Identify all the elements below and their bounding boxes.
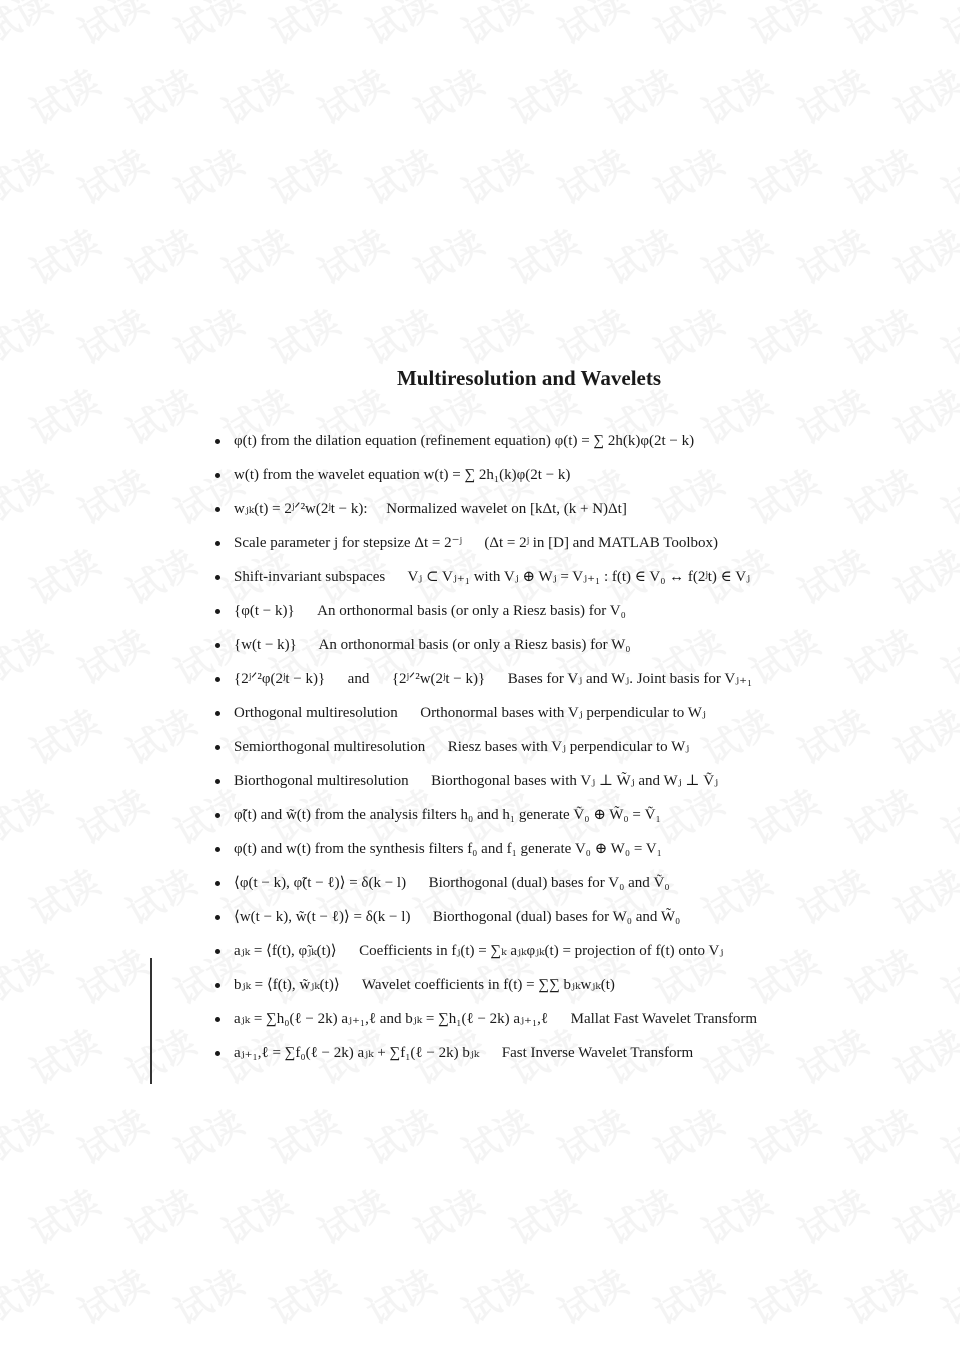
watermark-text xyxy=(116,215,204,295)
bullet-text: {2ʲᐟ²φ(2ʲt − k)} and {2ʲᐟ²w(2ʲt − k)} Bases for Vⱼ and Wⱼ. Joint basis for Vⱼ₊₁ xyxy=(234,671,753,687)
watermark-text xyxy=(740,615,828,695)
watermark-text xyxy=(20,1175,108,1255)
watermark-text xyxy=(788,695,876,775)
watermark-text xyxy=(404,55,492,135)
watermark-text xyxy=(548,135,636,215)
watermark-text xyxy=(116,1015,204,1095)
watermark-text xyxy=(740,935,828,1015)
bullet-dot-icon xyxy=(215,813,220,818)
bullet-dot-icon xyxy=(215,881,220,886)
watermark-text xyxy=(932,775,960,855)
watermark-text xyxy=(116,55,204,135)
watermark-text xyxy=(836,1095,924,1175)
watermark-text xyxy=(644,1255,732,1335)
watermark-text xyxy=(20,215,108,295)
watermark-text xyxy=(836,0,924,56)
watermark-text xyxy=(164,295,252,375)
watermark-text xyxy=(932,1255,960,1335)
watermark-text xyxy=(308,215,396,295)
watermark-text xyxy=(932,935,960,1015)
watermark-text xyxy=(356,1255,444,1335)
watermark-text xyxy=(260,295,348,375)
bullet-dot-icon xyxy=(215,439,220,444)
watermark-text xyxy=(884,55,960,135)
bullet-text: aⱼₖ = ∑h₀(ℓ − 2k) aⱼ₊₁,ℓ and bⱼₖ = ∑h₁(ℓ − 2k) aⱼ₊₁,ℓ Mallat Fast Wavelet Transform xyxy=(234,1011,758,1027)
watermark-text xyxy=(212,1175,300,1255)
watermark-text xyxy=(644,295,732,375)
watermark-text xyxy=(260,135,348,215)
bullet-dot-icon xyxy=(215,915,220,920)
watermark-text xyxy=(0,935,60,1015)
watermark-text xyxy=(68,1255,156,1335)
watermark-text xyxy=(836,135,924,215)
watermark-text xyxy=(68,295,156,375)
watermark-text xyxy=(212,55,300,135)
page-title: Multiresolution and Wavelets xyxy=(396,366,662,390)
watermark-text xyxy=(788,55,876,135)
watermark-text xyxy=(68,775,156,855)
watermark-text xyxy=(740,455,828,535)
watermark-text xyxy=(356,0,444,56)
watermark-text xyxy=(788,1175,876,1255)
bullet-dot-icon xyxy=(215,507,220,512)
watermark-text xyxy=(20,855,108,935)
watermark-text xyxy=(548,295,636,375)
watermark-text xyxy=(116,535,204,615)
bullet-text: φ̃(t) and w̃(t) from the analysis filters h₀ and h₁ generate Ṽ₀ ⊕ W̃₀ = Ṽ₁ xyxy=(234,807,661,823)
watermark-text xyxy=(548,1095,636,1175)
bullet-dot-icon xyxy=(215,541,220,546)
watermark-text xyxy=(356,295,444,375)
bullet-text: bⱼₖ = ⟨f(t), w̃ⱼₖ(t)⟩ Wavelet coefficients in f(t) = ∑∑ bⱼₖwⱼₖ(t) xyxy=(234,977,615,993)
bullet-text: φ(t) and w(t) from the synthesis filters f₀ and f₁ generate V₀ ⊕ W₀ = V₁ xyxy=(234,841,662,857)
bullet-dot-icon xyxy=(215,473,220,478)
watermark-text xyxy=(596,215,684,295)
watermark-text xyxy=(932,615,960,695)
watermark-text xyxy=(500,1175,588,1255)
watermark-text xyxy=(116,1175,204,1255)
watermark-text xyxy=(644,135,732,215)
watermark-text xyxy=(740,1255,828,1335)
watermark-text xyxy=(500,215,588,295)
watermark-text xyxy=(260,1095,348,1175)
watermark-text xyxy=(308,55,396,135)
watermark-text xyxy=(932,455,960,535)
bullet-dot-icon xyxy=(215,779,220,784)
watermark-text xyxy=(644,455,732,535)
watermark-text xyxy=(692,215,780,295)
watermark-text xyxy=(548,1255,636,1335)
watermark-text xyxy=(164,0,252,56)
watermark-text xyxy=(788,535,876,615)
bullet-text: Scale parameter j for stepsize Δt = 2⁻ʲ (Δt = 2ʲ in [D] and MATLAB Toolbox) xyxy=(234,535,719,551)
watermark-text xyxy=(0,455,60,535)
watermark-text xyxy=(452,135,540,215)
bullet-dot-icon xyxy=(215,949,220,954)
watermark-text xyxy=(884,1015,960,1095)
bullet-dot-icon xyxy=(215,745,220,750)
watermark-text xyxy=(212,215,300,295)
bullet-text: Shift-invariant subspaces Vⱼ ⊂ Vⱼ₊₁ with Vⱼ ⊕ Wⱼ = Vⱼ₊₁ : f(t) ∈ V₀ ↔ f(2ʲt) ∈ Vⱼ xyxy=(234,569,751,585)
watermark-text xyxy=(0,295,60,375)
watermark-text xyxy=(404,215,492,295)
watermark-text xyxy=(500,55,588,135)
watermark-text xyxy=(356,135,444,215)
watermark-text xyxy=(740,1095,828,1175)
watermark-text xyxy=(836,295,924,375)
watermark-text xyxy=(548,0,636,56)
bullet-text: aⱼₖ = ⟨f(t), φ̃ⱼₖ(t)⟩ Coefficients in fⱼ(t) = ∑ₖ aⱼₖφⱼₖ(t) = projection of f(t) onto Vⱼ xyxy=(234,943,724,959)
bullet-text: Orthogonal multiresolution Orthonormal bases with Vⱼ perpendicular to Wⱼ xyxy=(234,705,706,721)
bullet-text: {w(t − k)} An orthonormal basis (or only a Riesz basis) for W₀ xyxy=(234,637,631,653)
bullet-text: wⱼₖ(t) = 2ʲᐟ²w(2ʲt − k): Normalized wavelet on [kΔt, (k + N)Δt] xyxy=(234,501,627,517)
bullet-text: w(t) from the wavelet equation w(t) = ∑ 2h₁(k)φ(2t − k) xyxy=(234,467,571,483)
watermark-text xyxy=(452,295,540,375)
watermark-text xyxy=(884,535,960,615)
bullet-text: aⱼ₊₁,ℓ = ∑f₀(ℓ − 2k) aⱼₖ + ∑f₁(ℓ − 2k) bⱼₖ Fast Inverse Wavelet Transform xyxy=(234,1045,694,1061)
watermark-text xyxy=(260,0,348,56)
watermark-text xyxy=(68,135,156,215)
watermark-text xyxy=(0,0,60,56)
bullet-dot-icon xyxy=(215,643,220,648)
watermark-text xyxy=(692,855,780,935)
watermark-text xyxy=(68,1095,156,1175)
bullet-dot-icon xyxy=(215,1017,220,1022)
watermark-text xyxy=(452,1255,540,1335)
watermark-text xyxy=(116,695,204,775)
watermark-text xyxy=(20,1015,108,1095)
watermark-text xyxy=(452,0,540,56)
watermark-text xyxy=(164,135,252,215)
watermark-text xyxy=(692,1175,780,1255)
watermark-text xyxy=(788,1015,876,1095)
watermark-text xyxy=(932,1095,960,1175)
bullet-dot-icon xyxy=(215,677,220,682)
watermark-text xyxy=(68,455,156,535)
watermark-text xyxy=(0,135,60,215)
bullet-dot-icon xyxy=(215,609,220,614)
watermark-text xyxy=(932,135,960,215)
bullet-text: Semiorthogonal multiresolution Riesz bases with Vⱼ perpendicular to Wⱼ xyxy=(234,739,690,755)
watermark-text xyxy=(836,775,924,855)
watermark-text xyxy=(0,615,60,695)
bullet-text: ⟨φ(t − k), φ̃(t − ℓ)⟩ = δ(k − l) Biorthogonal (dual) bases for V₀ and Ṽ₀ xyxy=(234,875,670,891)
watermark-text xyxy=(740,135,828,215)
watermark-text xyxy=(20,535,108,615)
watermark-text xyxy=(836,935,924,1015)
margin-rule xyxy=(150,958,152,1084)
watermark-text xyxy=(68,615,156,695)
watermark-text xyxy=(404,1175,492,1255)
bullet-text: φ(t) from the dilation equation (refinement equation) φ(t) = ∑ 2h(k)φ(2t − k) xyxy=(234,433,695,449)
watermark-text xyxy=(884,855,960,935)
watermark-text xyxy=(20,55,108,135)
bullet-text: ⟨w(t − k), w̃(t − ℓ)⟩ = δ(k − l) Biorthogonal (dual) bases for W₀ and W̃₀ xyxy=(234,909,681,925)
bullet-dot-icon xyxy=(215,575,220,580)
watermark-text xyxy=(260,1255,348,1335)
watermark-text xyxy=(740,0,828,56)
watermark-text xyxy=(20,695,108,775)
bullet-dot-icon xyxy=(215,983,220,988)
watermark-text xyxy=(788,855,876,935)
bullet-dot-icon xyxy=(215,847,220,852)
bullet-text: Biorthogonal multiresolution Biorthogonal bases with Vⱼ ⊥ W̃ⱼ and Wⱼ ⊥ Ṽⱼ xyxy=(234,773,719,789)
watermark-text xyxy=(740,295,828,375)
watermark-text xyxy=(0,1255,60,1335)
watermark-text xyxy=(884,1175,960,1255)
watermark-text xyxy=(884,215,960,295)
watermark-text xyxy=(692,55,780,135)
watermark-text xyxy=(836,615,924,695)
watermark-text xyxy=(884,695,960,775)
watermark-text xyxy=(356,1095,444,1175)
watermark-text xyxy=(164,1095,252,1175)
watermark-text xyxy=(116,855,204,935)
watermark-text xyxy=(836,455,924,535)
watermark-text xyxy=(596,55,684,135)
watermark-text xyxy=(308,1175,396,1255)
watermark-text xyxy=(452,1095,540,1175)
watermark-text xyxy=(932,0,960,56)
watermark-text xyxy=(740,775,828,855)
watermark-text xyxy=(164,1255,252,1335)
bullet-dot-icon xyxy=(215,711,220,716)
watermark-text xyxy=(644,0,732,56)
watermark-text xyxy=(0,1095,60,1175)
watermark-text xyxy=(836,1255,924,1335)
watermark-text xyxy=(68,0,156,56)
bullet-dot-icon xyxy=(215,1051,220,1056)
watermark-text xyxy=(788,215,876,295)
watermark-text xyxy=(644,1095,732,1175)
watermark-text xyxy=(68,935,156,1015)
watermark-text xyxy=(932,295,960,375)
watermark-text xyxy=(0,775,60,855)
bullet-text: {φ(t − k)} An orthonormal basis (or only a Riesz basis) for V₀ xyxy=(234,603,626,619)
watermark-text xyxy=(596,1175,684,1255)
